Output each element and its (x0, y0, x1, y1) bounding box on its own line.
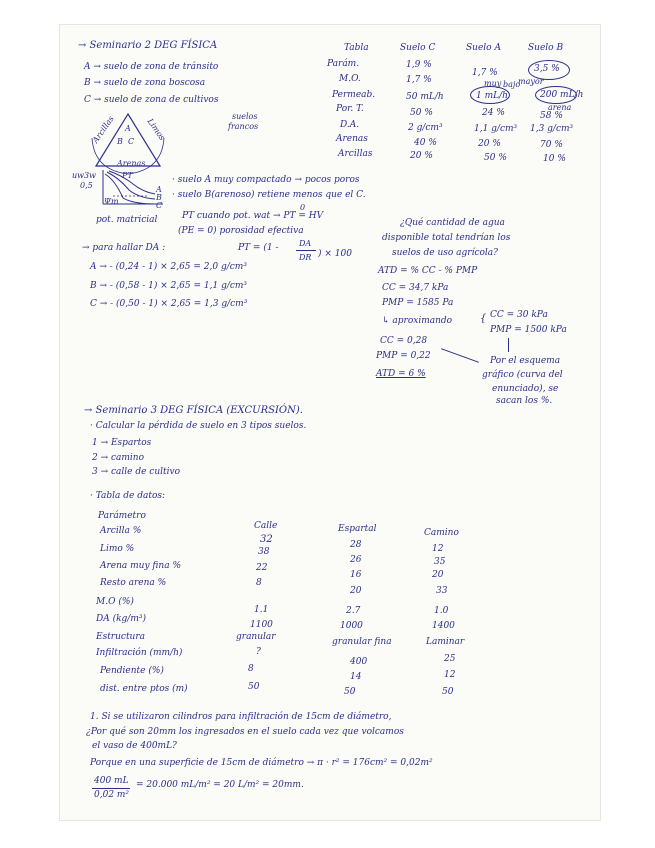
col-header-espartal: Espartal (338, 524, 377, 534)
atd-formula: ATD = % CC - % PMP (378, 266, 478, 276)
table-header-suelo-b: Suelo B (528, 43, 564, 53)
pot-matricial: pot. matricial (96, 215, 158, 225)
resto-espartal: 20 (350, 586, 362, 596)
col-header-camino: Camino (424, 528, 459, 538)
dist-camino: 50 (442, 687, 454, 697)
pt-cuando: PT cuando pot. wat → PT = HV (182, 211, 324, 221)
dist-calle: 50 (248, 682, 260, 692)
note-mayor: mayor (518, 77, 544, 86)
curve-label-b: B (156, 193, 162, 202)
permeab-suelo-b: 200 mL/h (540, 90, 584, 100)
curve-label-psim: Ψm (104, 197, 119, 206)
mo-espartal: 2.7 (346, 606, 361, 616)
curve-label-c: C (156, 201, 163, 210)
arcilla-camino: 12 (432, 544, 444, 554)
formula-rhs: ) × 100 (318, 249, 352, 259)
cc2-value: CC = 0,28 (380, 336, 428, 346)
curve-label-pt: PT (122, 171, 133, 180)
esquema-4: sacan los %. (496, 396, 553, 406)
statement-a: · suelo A muy compactado → pocos poros (172, 175, 360, 185)
da-camino: 1400 (432, 621, 455, 631)
row-label-arena-fina: Arena muy fina % (100, 561, 182, 571)
soil-line-b: B → suelo de zona boscosa (84, 78, 206, 88)
brace-pmp: PMP = 1500 kPa (490, 325, 567, 335)
estructura-calle: granular (236, 632, 276, 642)
mo-suelo-c: 1,7 % (406, 75, 432, 85)
param-suelo-b: 3,5 % (534, 64, 560, 74)
problem-frac-num: 400 mL (94, 776, 129, 786)
row-label-distancia: dist. entre ptos (m) (100, 684, 188, 694)
seminario3-title: → Seminario 3 DEG FÍSICA (EXCURSIÓN). (84, 405, 303, 416)
infiltracion-espartal: 400 (350, 657, 368, 667)
arenas-suelo-b: 70 % (540, 140, 563, 150)
curve-ylabel: uw3w (72, 171, 96, 180)
row-label-porosidad: Por. T. (336, 104, 364, 114)
statement-b: · suelo B(arenoso) retiene menos que el C. (172, 190, 366, 200)
seminario2-title: → Seminario 2 DEG FÍSICA (78, 40, 218, 51)
resto-calle: 8 (256, 578, 262, 588)
row-label-arcillas: Arcillas (338, 149, 373, 159)
da-suelo-c: 2 g/cm³ (408, 123, 443, 133)
pendiente-camino: 12 (444, 670, 456, 680)
da-espartal: 1000 (340, 621, 363, 631)
problem-result: = 20.000 mL/m² = 20 L/m² = 20mm. (136, 780, 304, 790)
arcilla-espartal: 28 (350, 540, 362, 550)
formula-frac-bar (296, 250, 316, 251)
pmp2-value: PMP = 0,22 (376, 351, 431, 361)
problem-line-1: 1. Si se utilizaron cilindros para infiltración de 15cm de diámetro, (90, 712, 392, 722)
question-line-1: ¿Qué cantidad de agua (400, 218, 505, 228)
esquema-3: enunciado), se (492, 384, 559, 394)
mo-camino: 1.0 (434, 606, 449, 616)
row-label-arcilla: Arcilla % (100, 526, 142, 536)
table-header-suelo-c: Suelo C (400, 43, 436, 53)
param-suelo-a: 1,7 % (472, 68, 498, 78)
soil-line-c: C → suelo de zona de cultivos (84, 95, 219, 105)
arenas-label: Arenas (117, 159, 146, 168)
pendiente-espartal: 14 (350, 672, 362, 682)
table-header-suelo-a: Suelo A (466, 43, 501, 53)
row-label-pendiente: Pendiente (%) (100, 666, 164, 676)
por-suelo-b: 58 % (540, 111, 563, 121)
estructura-camino: Laminar (426, 637, 465, 647)
infiltracion-calle: ? (256, 647, 261, 657)
calc-a: A → - (0,24 - 1) × 2,65 = 2,0 g/cm³ (90, 262, 247, 272)
arena-fina-espartal: 16 (350, 570, 362, 580)
infiltracion-camino: 25 (444, 654, 456, 664)
circle-permeab-a (470, 86, 510, 104)
cc-value: CC = 34,7 kPa (382, 283, 449, 293)
suelos-label: suelos (232, 112, 258, 121)
aproximando: ↳ aproximando (382, 316, 453, 326)
row-label-resto-arena: Resto arena % (100, 578, 167, 588)
da-suelo-a: 1,1 g/cm³ (474, 124, 518, 134)
arcillas-suelo-c: 20 % (410, 151, 433, 161)
dist-espartal: 50 (344, 687, 356, 697)
limo-espartal: 26 (350, 555, 362, 565)
row-label-mo2: M.O (%) (96, 597, 134, 607)
curve-label-a: A (156, 185, 162, 194)
note-bajo: bajo (503, 80, 521, 89)
formula-lhs: PT = (1 - (238, 243, 279, 253)
col-header-calle: Calle (254, 521, 278, 531)
esquema-2: gráfico (curva del (482, 370, 563, 380)
pmp-value: PMP = 1585 Pa (382, 298, 454, 308)
down-arrow (508, 338, 509, 352)
note-arena: arena (548, 103, 572, 112)
question-line-3: suelos de uso agrícola? (392, 248, 498, 258)
triangle-point-a: A (125, 124, 131, 133)
problem-frac-den: 0,02 m² (94, 790, 130, 800)
row-label-estructura: Estructura (96, 632, 146, 642)
param-suelo-c: 1,9 % (406, 60, 432, 70)
problem-line-3: el vaso de 400mL? (92, 741, 177, 751)
row-label-da2: DA (kg/m³) (96, 614, 146, 624)
da-suelo-b: 1,3 g/cm³ (530, 124, 574, 134)
arenas-suelo-a: 20 % (478, 139, 501, 149)
item-espartos: 1 → Espartos (92, 438, 152, 448)
problem-frac-bar (92, 788, 130, 789)
brace: { (480, 313, 487, 324)
problem-line-4: Porque en una superficie de 15cm de diámetro → π · r² = 176cm² = 0,02m² (90, 758, 433, 768)
limo-calle: 38 (258, 547, 270, 557)
pe-porosidad: (PE = 0) porosidad efectiva (178, 226, 304, 236)
calc-b: B → - (0,58 - 1) × 2,65 = 1,1 g/cm³ (90, 281, 248, 291)
limos-label: Limos (145, 116, 167, 143)
soil-line-a: A → suelo de zona de tránsito (84, 62, 219, 72)
item-calle: 3 → calle de cultivo (92, 467, 181, 477)
item-camino: 2 → camino (92, 453, 145, 463)
esquema-1: Por el esquema (490, 356, 561, 366)
por-suelo-c: 50 % (410, 108, 433, 118)
mo-calle: 1.1 (254, 605, 269, 615)
row-label-arenas: Arenas (336, 134, 368, 144)
row-label-permeab: Permeab. (332, 90, 376, 100)
estructura-espartal: granular fina (332, 637, 392, 647)
limo-camino: 35 (434, 557, 446, 567)
row-label-param: Parám. (327, 59, 360, 69)
curve-tick: 0,5 (80, 181, 93, 190)
permeab-suelo-a: 1 mL/h (476, 91, 508, 101)
pot-zero: 0 (300, 203, 306, 212)
arena-fina-calle: 22 (256, 563, 268, 573)
triangle-point-c: C (128, 137, 135, 146)
arcilla-calle: 32 (260, 534, 273, 545)
por-suelo-a: 24 % (482, 108, 505, 118)
atd2-value: ATD = 6 % (376, 369, 426, 379)
da-calle: 1100 (250, 620, 273, 630)
para-hallar: → para hallar DA : (82, 243, 166, 253)
formula-frac-den: DR (299, 253, 312, 262)
permeab-suelo-c: 50 mL/h (406, 92, 444, 102)
pendiente-calle: 8 (248, 664, 254, 674)
table-header-tabla: Tabla (344, 43, 369, 53)
row-label-da: D.A. (340, 120, 360, 130)
problem-line-2: ¿Por qué son 20mm los ingresados en el suelo cada vez que volcamos (86, 727, 404, 737)
note-muy: muy (484, 79, 502, 88)
triangle-point-b: B (117, 137, 123, 146)
row-label-infiltracion: Infiltración (mm/h) (96, 648, 183, 658)
question-line-2: disponible total tendrían los (382, 233, 511, 243)
arenas-suelo-c: 40 % (414, 138, 437, 148)
resto-camino: 33 (436, 586, 448, 596)
francos-label: francos (228, 122, 259, 131)
arcillas-label: Arcillas (90, 114, 116, 145)
brace-cc: CC = 30 kPa (490, 310, 548, 320)
arena-fina-camino: 20 (432, 570, 444, 580)
formula-frac-num: DA (299, 239, 312, 248)
arcillas-suelo-a: 50 % (484, 153, 507, 163)
row-label-limo: Limo % (100, 544, 135, 554)
param-header: Parámetro (98, 511, 146, 521)
calc-c: C → - (0,50 - 1) × 2,65 = 1,3 g/cm³ (90, 299, 248, 309)
tabla-de-datos: · Tabla de datos: (90, 491, 166, 501)
arcillas-suelo-b: 10 % (543, 154, 566, 164)
row-label-mo: M.O. (339, 74, 361, 84)
calcular-perdida: · Calcular la pérdida de suelo en 3 tipos suelos. (90, 421, 307, 431)
